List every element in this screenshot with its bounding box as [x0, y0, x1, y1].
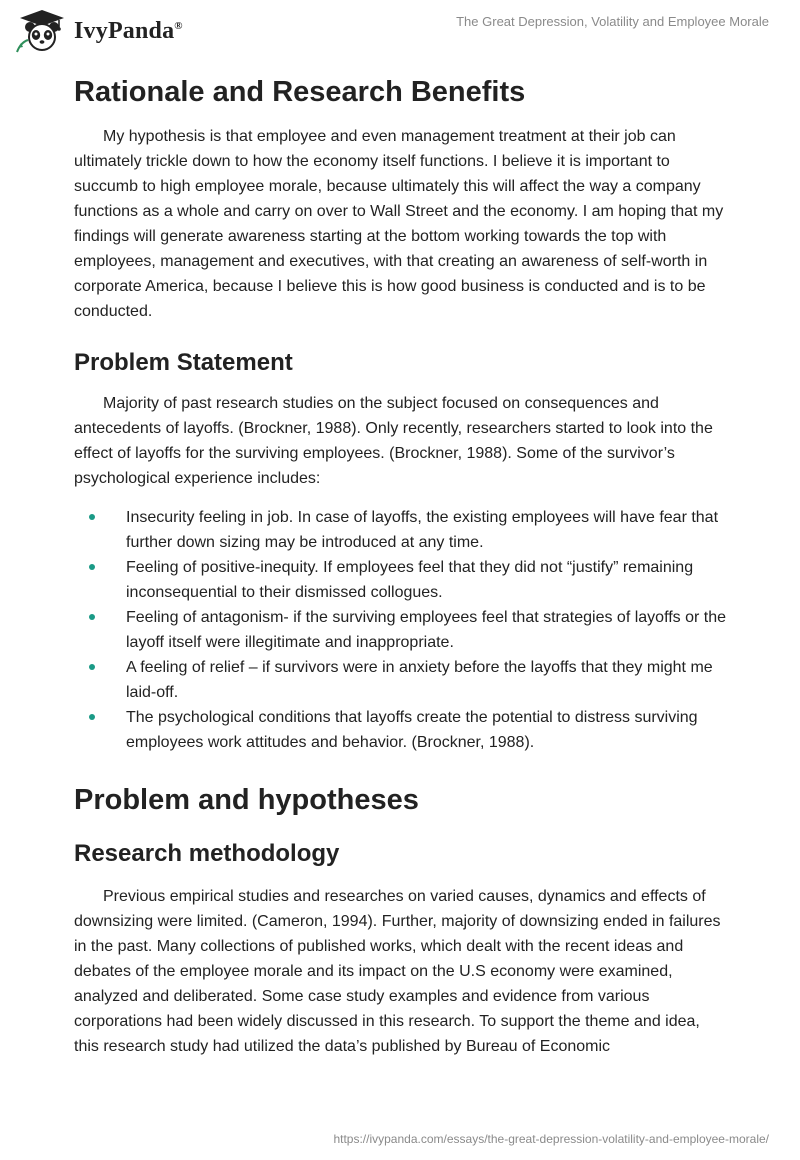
document-running-title: The Great Depression, Volatility and Employee Morale [456, 14, 769, 29]
paragraph-problem-statement: Majority of past research studies on the subject focused on consequences and antecedents of layoffs. (Brockner, 1988). Only recently, researchers started to look into the effect of layoffs for the surviving employees. (Brockner, 1988). Some of the survivor’s psychological experience includes: [74, 395, 713, 487]
heading-research-methodology: Research methodology [74, 840, 340, 867]
heading-problem-statement: Problem Statement [74, 349, 293, 376]
ivypanda-logo[interactable] [14, 8, 183, 54]
list-item: A feeling of relief – if survivors were in anxiety before the layoffs that they might me laid-off. [74, 655, 728, 705]
logo-wordmark: IvyPanda® [74, 17, 183, 44]
paragraph-methodology: Previous empirical studies and researches on varied causes, dynamics and effects of downsizing were limited. (Cameron, 1994). Further, majority of downsizing ended in failures in the past. Many collections of published works, which dealt with the recent ideas and debates of the employee morale and its impact on the U.S economy were examined, analyzed and deliberated. Some case study examples and evidence from various corporations had been widely discussed in this research. To support the theme and idea, this research study had utilized the data’s published by Bureau of Economic [74, 888, 721, 1055]
heading-rationale: Rationale and Research Benefits [74, 76, 526, 108]
page-header [0, 0, 800, 62]
panda-graduate-icon [14, 8, 70, 54]
registered-mark: ® [174, 19, 183, 32]
survivor-experience-list [74, 505, 728, 755]
list-item: The psychological conditions that layoffs create the potential to distress surviving employees work attitudes and behavior. (Brockner, 1988). [74, 705, 728, 755]
list-item: Insecurity feeling in job. In case of layoffs, the existing employees will have fear that further down sizing may be introduced at any time. [74, 505, 728, 555]
list-item: Feeling of antagonism- if the surviving employees feel that strategies of layoffs or the layoff itself were illegitimate and inappropriate. [74, 605, 728, 655]
list-item: Feeling of positive-inequity. If employees feel that they did not “justify” remaining inconsequential to their dismissed collogues. [74, 555, 728, 605]
heading-problem-hypotheses: Problem and hypotheses [74, 784, 419, 816]
paragraph-rationale: My hypothesis is that employee and even management treatment at their job can ultimately trickle down to how the economy itself functions. I believe it is important to succumb to high employee morale, because ultimately this will affect the way a company functions as a whole and carry on over to Wall Street and the economy. I am hoping that my findings will generate awareness starting at the bottom working towards the top with employees, management and executives, with that creating an awareness of self-worth in corporate America, because I believe this is how good business is conducted and is to be conducted. [74, 128, 724, 320]
essay-content [74, 70, 728, 1059]
source-url[interactable]: https://ivypanda.com/essays/the-great-depression-volatility-and-employee-morale/ [333, 1132, 769, 1146]
